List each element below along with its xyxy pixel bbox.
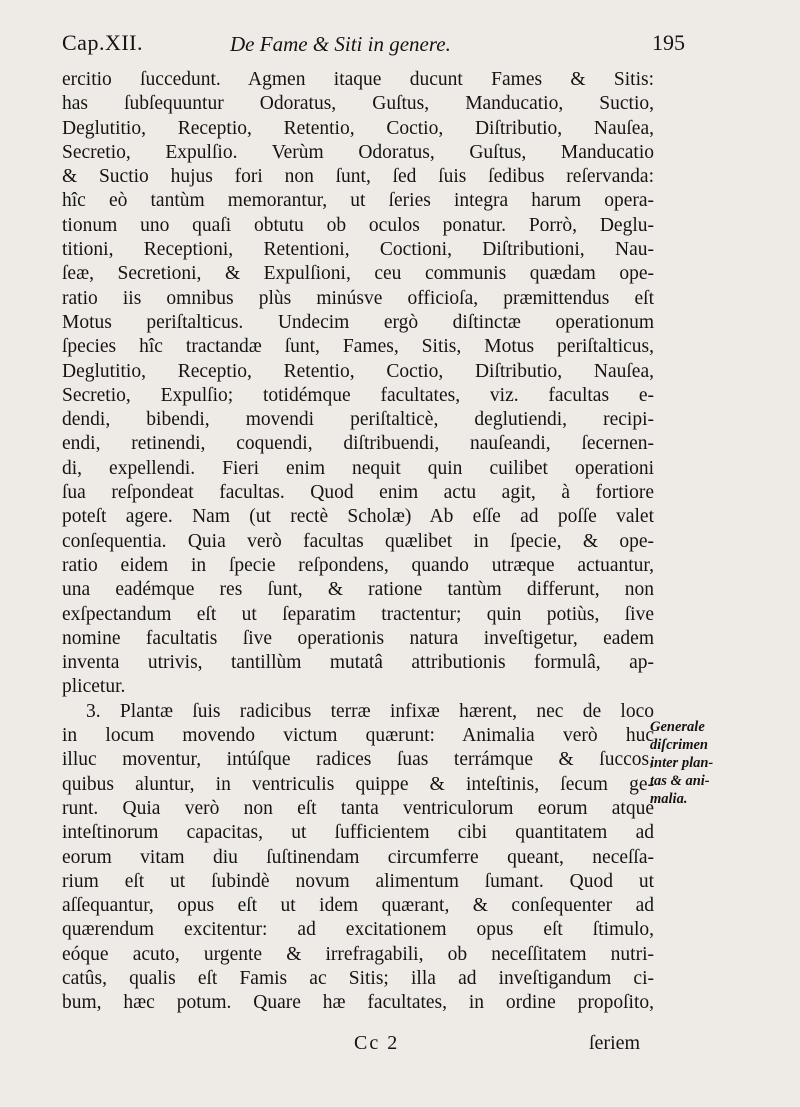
text-line: ratio eidem in ſpecie reſpondens, quando utræque actuantur, [62,554,654,576]
text-line: plicetur. [62,676,126,698]
text-line: Deglutitio, Receptio, Retentio, Coctio, Diſtributio, Nauſea, [62,360,654,382]
text-line: exſpectandum eſt ut ſeparatim tractentur; quin potiùs, ſive [62,603,654,625]
text-line: una eadémque res ſunt, & ratione tantùm differunt, non [62,579,654,601]
text-line: & Suctio hujus fori non ſunt, ſed ſuis ſedibus reſervanda: [62,166,654,188]
text-line: Secretio, Expulſio. Verùm Odoratus, Guſtus, Manducatio [62,141,654,163]
text-line: illuc moventur, intúſque radices ſuas terrámque & ſuccos, [62,749,654,771]
text-line: catûs, qualis eſt Famis ac Sitis; illa ad inveſtigandum ci- [62,967,654,989]
text-line: has ſubſequuntur Odoratus, Guſtus, Manducatio, Suctio, [62,93,654,115]
page-number: 195 [652,30,685,55]
text-line: tionum uno quaſi obtutu ob oculos ponatur. Porrò, Deglu- [62,214,654,236]
text-line: titioni, Receptioni, Retentioni, Coctioni, Diſtributioni, Nau- [62,239,654,261]
margin-note-line: tas & ani- [650,773,710,789]
page-header [62,30,685,64]
text-line: nomine facultatis ſive operationis natura inveſtigetur, eadem [62,627,654,649]
text-line: ſua reſpondeat facultas. Quod enim actu agit, à fortiore [62,482,654,504]
margin-note [650,718,790,808]
text-line: Motus periſtalticus. Undecim ergò diſtinctæ operationum [62,311,654,333]
catchword: ſeriem [589,1032,641,1054]
signature-mark: Cc 2 [354,1032,400,1054]
text-line: endi, retinendi, coquendi, diſtribuendi, nauſeandi, ſecernen- [62,433,654,455]
text-line: di, expellendi. Fieri enim nequit quin cuilibet operationi [62,457,654,479]
text-line: ſeæ, Secretioni, & Expulſioni, ceu communis quædam ope- [62,263,654,285]
text-line: inventa utrivis, tantillùm mutatâ attributionis formulâ, ap- [62,652,654,674]
body-text [62,68,654,1016]
text-line: rium eſt ut ſubindè novum alimentum ſumant. Quod ut [62,870,654,892]
text-line: Deglutitio, Receptio, Retentio, Coctio, Diſtributio, Nauſea, [62,117,654,139]
text-line: conſequentia. Quia verò facultas quælibet in ſpecie, & ope- [62,530,654,552]
text-line: eóque acuto, urgente & irrefragabili, ob neceſſitatem nutri- [62,943,654,965]
text-line: quibus aluntur, in ventriculis quippe & inteſtinis, ſecum ge- [62,773,654,795]
text-line: quærendum excitentur: ad excitationem opus eſt ſtimulo, [62,919,654,941]
text-line: poteſt agere. Nam (ut rectè Scholæ) Ab eſſe ad poſſe valet [62,506,654,528]
page-footer [62,1032,654,1060]
text-line: runt. Quia verò non eſt tanta ventriculorum eorum atque [62,797,654,819]
margin-note-line: Generale [650,719,705,735]
running-title: De Fame & Siti in genere. [230,32,451,56]
text-line: ſpecies hîc tractandæ ſunt, Fames, Sitis, Motus periſtalticus, [62,336,654,358]
margin-note-line: diſcrimen [650,737,708,753]
text-line: eorum vitam diu ſuſtinendam circumferre queant, neceſſa- [62,846,654,868]
text-line: dendi, bibendi, movendi periſtalticè, deglutiendi, recipi- [62,409,654,431]
text-line: aſſequantur, opus eſt ut idem quærant, & conſequenter ad [62,895,654,917]
text-line: hîc eò tantùm memorantur, ut ſeries integra harum opera- [62,190,654,212]
text-line: ratio iis omnibus plùs minúsve officioſa, præmittendus eſt [62,287,654,309]
text-line: in locum movendo victum quærunt: Animalia verò huc [62,725,654,747]
margin-note-line: inter plan- [650,755,714,771]
text-line: ercitio ſuccedunt. Agmen itaque ducunt Fames & Sitis: [62,69,654,90]
text-line: 3. Plantæ ſuis radicibus terræ infixæ hærent, nec de loco [86,700,654,722]
text-line: Secretio, Expulſio; totidémque facultates, viz. facultas e- [62,384,654,406]
margin-note-line: malia. [650,791,688,807]
chapter-label: Cap.XII. [62,30,143,55]
text-line: inteſtinorum capacitas, ut ſufficientem cibi quantitatem ad [62,822,654,844]
text-line: bum, hæc potum. Quare hæ facultates, in ordine propoſito, [62,992,654,1014]
